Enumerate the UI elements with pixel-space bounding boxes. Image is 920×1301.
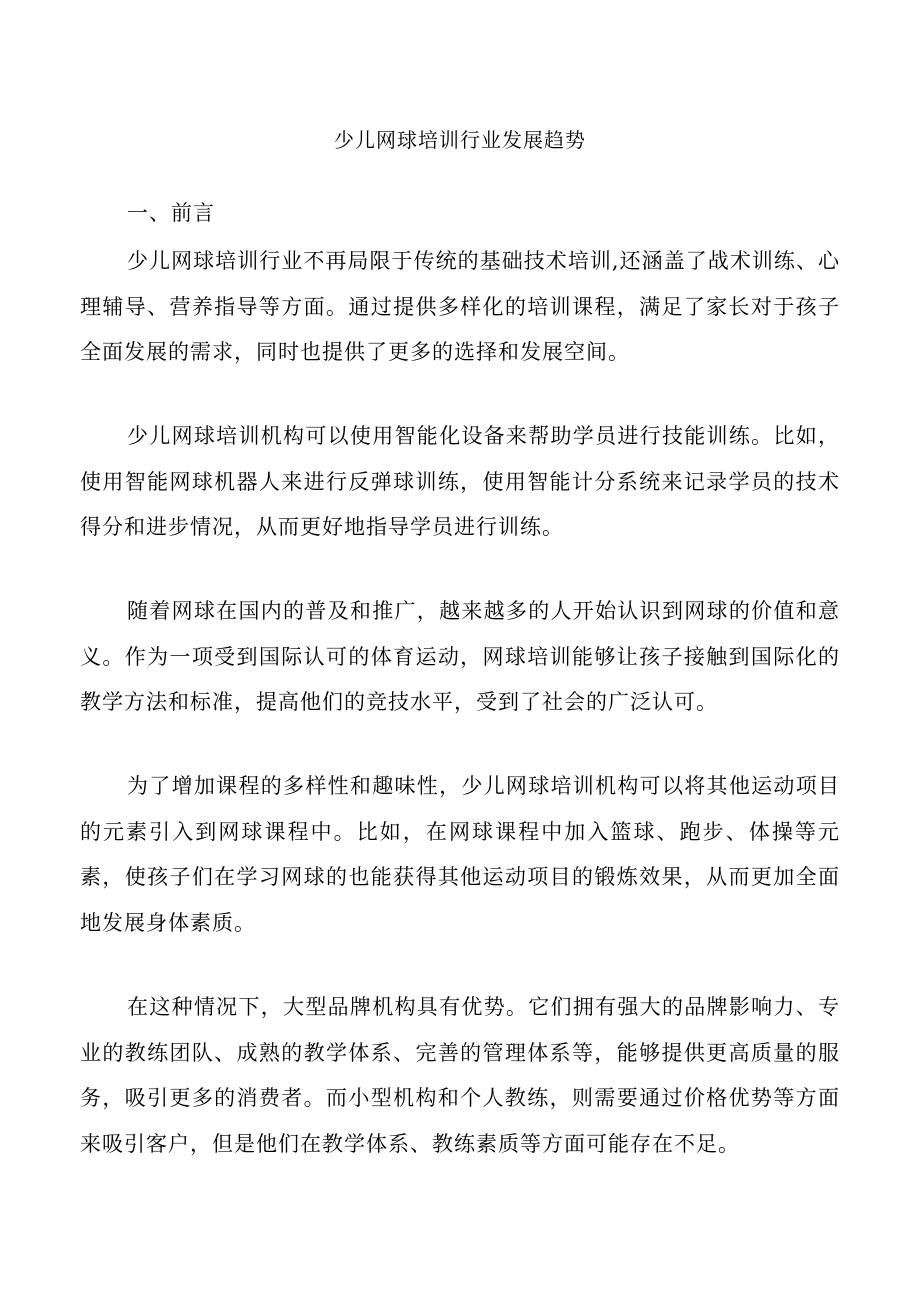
paragraph-5: 在这种情况下，大型品牌机构具有优势。它们拥有强大的品牌影响力、专业的教练团队、成熟的教学体系、完善的管理体系等，能够提供更高质量的服务，吸引更多的消费者。而小型机构和个人教练，则需要通过价格优势等方面来吸引客户，但是他们在教学体系、教练素质等方面可能存在不足。 xyxy=(80,995,840,1156)
document-title: 少儿网球培训行业发展趋势 xyxy=(334,128,586,152)
paragraph-3: 随着网球在国内的普及和推广，越来越多的人开始认识到网球的价值和意义。作为一项受到国际认可的体育运动，网球培训能够让孩子接触到国际化的教学方法和标准，提高他们的竞技水平，受到了社会的广泛认可。 xyxy=(80,599,840,714)
paragraph-1: 少儿网球培训行业不再局限于传统的基础技术培训,还涵盖了战术训练、心理辅导、营养指导等方面。通过提供多样化的培训课程，满足了家长对于孩子全面发展的需求，同时也提供了更多的选择和发展空间。 xyxy=(80,249,840,364)
paragraph-2: 少儿网球培训机构可以使用智能化设备来帮助学员进行技能训练。比如，使用智能网球机器人来进行反弹球训练，使用智能计分系统来记录学员的技术得分和进步情况，从而更好地指导学员进行训练。 xyxy=(80,424,840,539)
paragraph-4: 为了增加课程的多样性和趣味性，少儿网球培训机构可以将其他运动项目的元素引入到网球课程中。比如，在网球课程中加入篮球、跑步、体操等元素，使孩子们在学习网球的也能获得其他运动项目的锻炼效果，从而更加全面地发展身体素质。 xyxy=(80,774,840,935)
section-heading: 一、前言 xyxy=(127,201,215,225)
